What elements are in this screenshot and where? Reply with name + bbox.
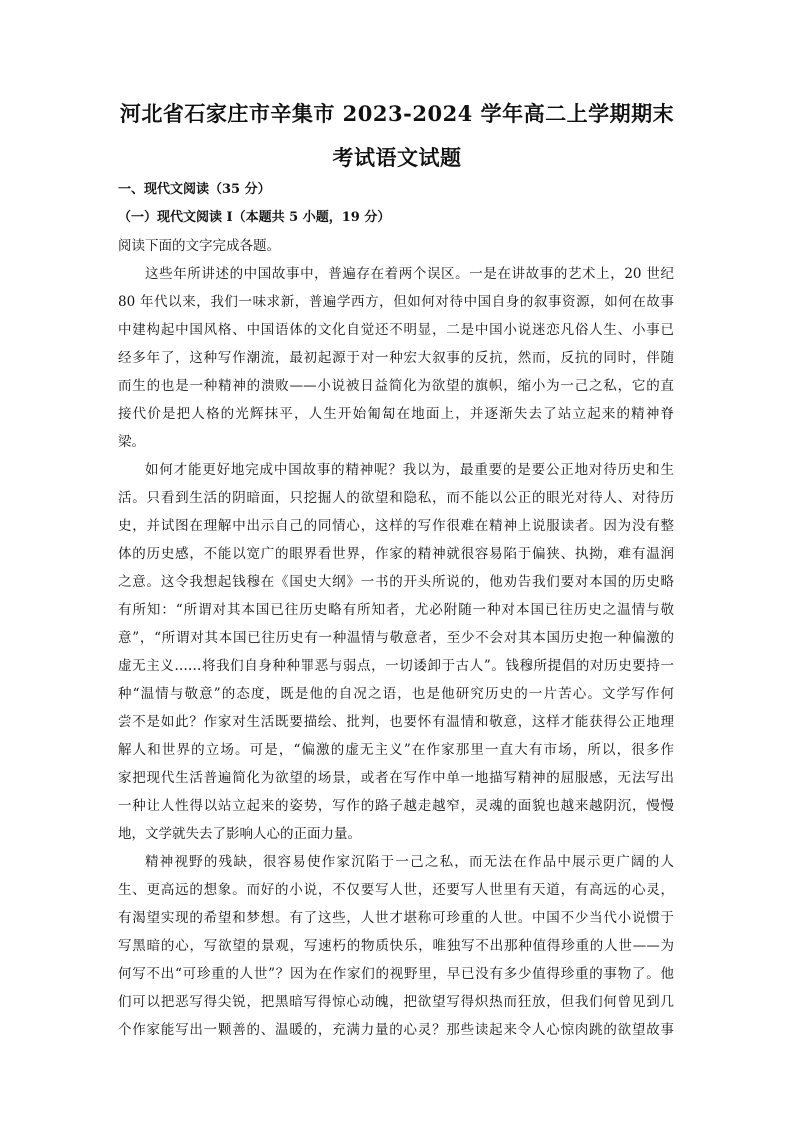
text-line: 之意。这令我想起钱穆在《国史大纲》一书的开头所说的，他劝告我们要对本国的历史略: [118, 574, 674, 590]
text-line: 经多年了，这种写作潮流，最初起源于对一种宏大叙事的反抗，然而，反抗的同时，伴随: [118, 350, 674, 366]
section-heading: 一、现代文阅读（35 分）: [118, 182, 271, 197]
text-line: 史，并试图在理解中出示自己的同情心，这样的写作很难在精神上说服读者。因为没有整: [118, 518, 674, 534]
text-line: 家把现代生活普遍简化为欲望的场景，或者在写作中单一地描写精神的屈服感，无法写出: [118, 770, 674, 786]
text-line: 意”，“所谓对其本国已往历史有一种温情与敬意者，至少不会对其本国历史抱一种偏激的: [118, 630, 674, 646]
reading-instruction: 阅读下面的文字完成各题。: [118, 238, 280, 254]
text-line: 80 年代以来，我们一味求新，普遍学西方，但如何对待中国自身的叙事资源，如何在故事: [118, 294, 674, 310]
text-line: 而生的也是一种精神的溃败——小说被日益简化为欲望的旗帜，缩小为一己之私，它的直: [118, 378, 674, 394]
text-line: 有渴望实现的希望和梦想。有了这些，人世才堪称可珍重的人世。中国不少当代小说惯于: [118, 910, 674, 926]
text-line: 体的历史感，不能以宽广的眼界看世界，作家的精神就很容易陷于偏狭、执拗，难有温润: [118, 546, 674, 562]
text-line: 种“温情与敬意”的态度，既是他的自况之语，也是他研究历史的一片苦心。文学写作何: [118, 686, 674, 702]
text-line: 生、更高远的想象。而好的小说，不仅要写人世，还要写人世里有天道，有高远的心灵，: [118, 882, 674, 898]
text-line: 有所知：“所谓对其本国已往历史略有所知者，尤必附随一种对本国已往历史之温情与敬: [118, 602, 674, 618]
text-line: 一种让人性得以站立起来的姿势，写作的路子越走越窄，灵魂的面貌也越来越阴沉，慢慢: [118, 798, 674, 814]
text-line: 梁。: [118, 434, 145, 450]
text-line: 精神视野的残缺，很容易使作家沉陷于一己之私，而无法在作品中展示更广阔的人: [145, 854, 674, 870]
text-line: 活。只看到生活的阴暗面，只挖掘人的欲望和隐私，而不能以公正的眼光对待人、对待历: [118, 490, 674, 506]
text-line: 如何才能更好地完成中国故事的精神呢？我以为，最重要的是要公正地对待历史和生: [145, 462, 674, 478]
subsection-heading: （一）现代文阅读 I（本题共 5 小题，19 分）: [118, 210, 391, 225]
text-line: 中建构起中国风格、中国语体的文化自觉还不明显，二是中国小说迷恋凡俗人生、小事已: [118, 322, 674, 338]
text-line: 个作家能写出一颗善的、温暖的，充满力量的心灵？那些读起来令人心惊肉跳的欲望故事: [118, 1022, 674, 1038]
text-line: 解人和世界的立场。可是，“偏激的虚无主义”在作家那里一直大有市场，所以，很多作: [118, 742, 674, 758]
text-line: 接代价是把人格的光辉抹平，人生开始匍匐在地面上，并逐渐失去了站立起来的精神脊: [118, 406, 674, 422]
text-line: 虚无主义……将我们自身种种罪恶与弱点，一切诿卸于古人”。钱穆所提倡的对历史要持一: [118, 658, 674, 674]
text-line: 尝不是如此？作家对生活既要描绘、批判，也要怀有温情和敬意，这样才能获得公正地理: [118, 714, 674, 730]
text-line: 何写不出“可珍重的人世”？因为在作家们的视野里，早已没有多少值得珍重的事物了。他: [118, 966, 674, 982]
text-line: 地，文学就失去了影响人心的正面力量。: [118, 826, 361, 842]
text-line: 们可以把恶写得尖锐，把黑暗写得惊心动魄，把欲望写得炽热而狂放，但我们何曾见到几: [118, 994, 674, 1010]
exam-title-line1: 河北省石家庄市辛集市 2023-2024 学年高二上学期期末: [119, 101, 675, 126]
exam-title-line2: 考试语文试题: [332, 145, 462, 170]
text-line: 写黑暗的心，写欲望的景观，写速朽的物质快乐，唯独写不出那种值得珍重的人世——为: [118, 938, 674, 954]
text-line: 这些年所讲述的中国故事中，普遍存在着两个误区。一是在讲故事的艺术上，20 世纪: [145, 266, 674, 282]
